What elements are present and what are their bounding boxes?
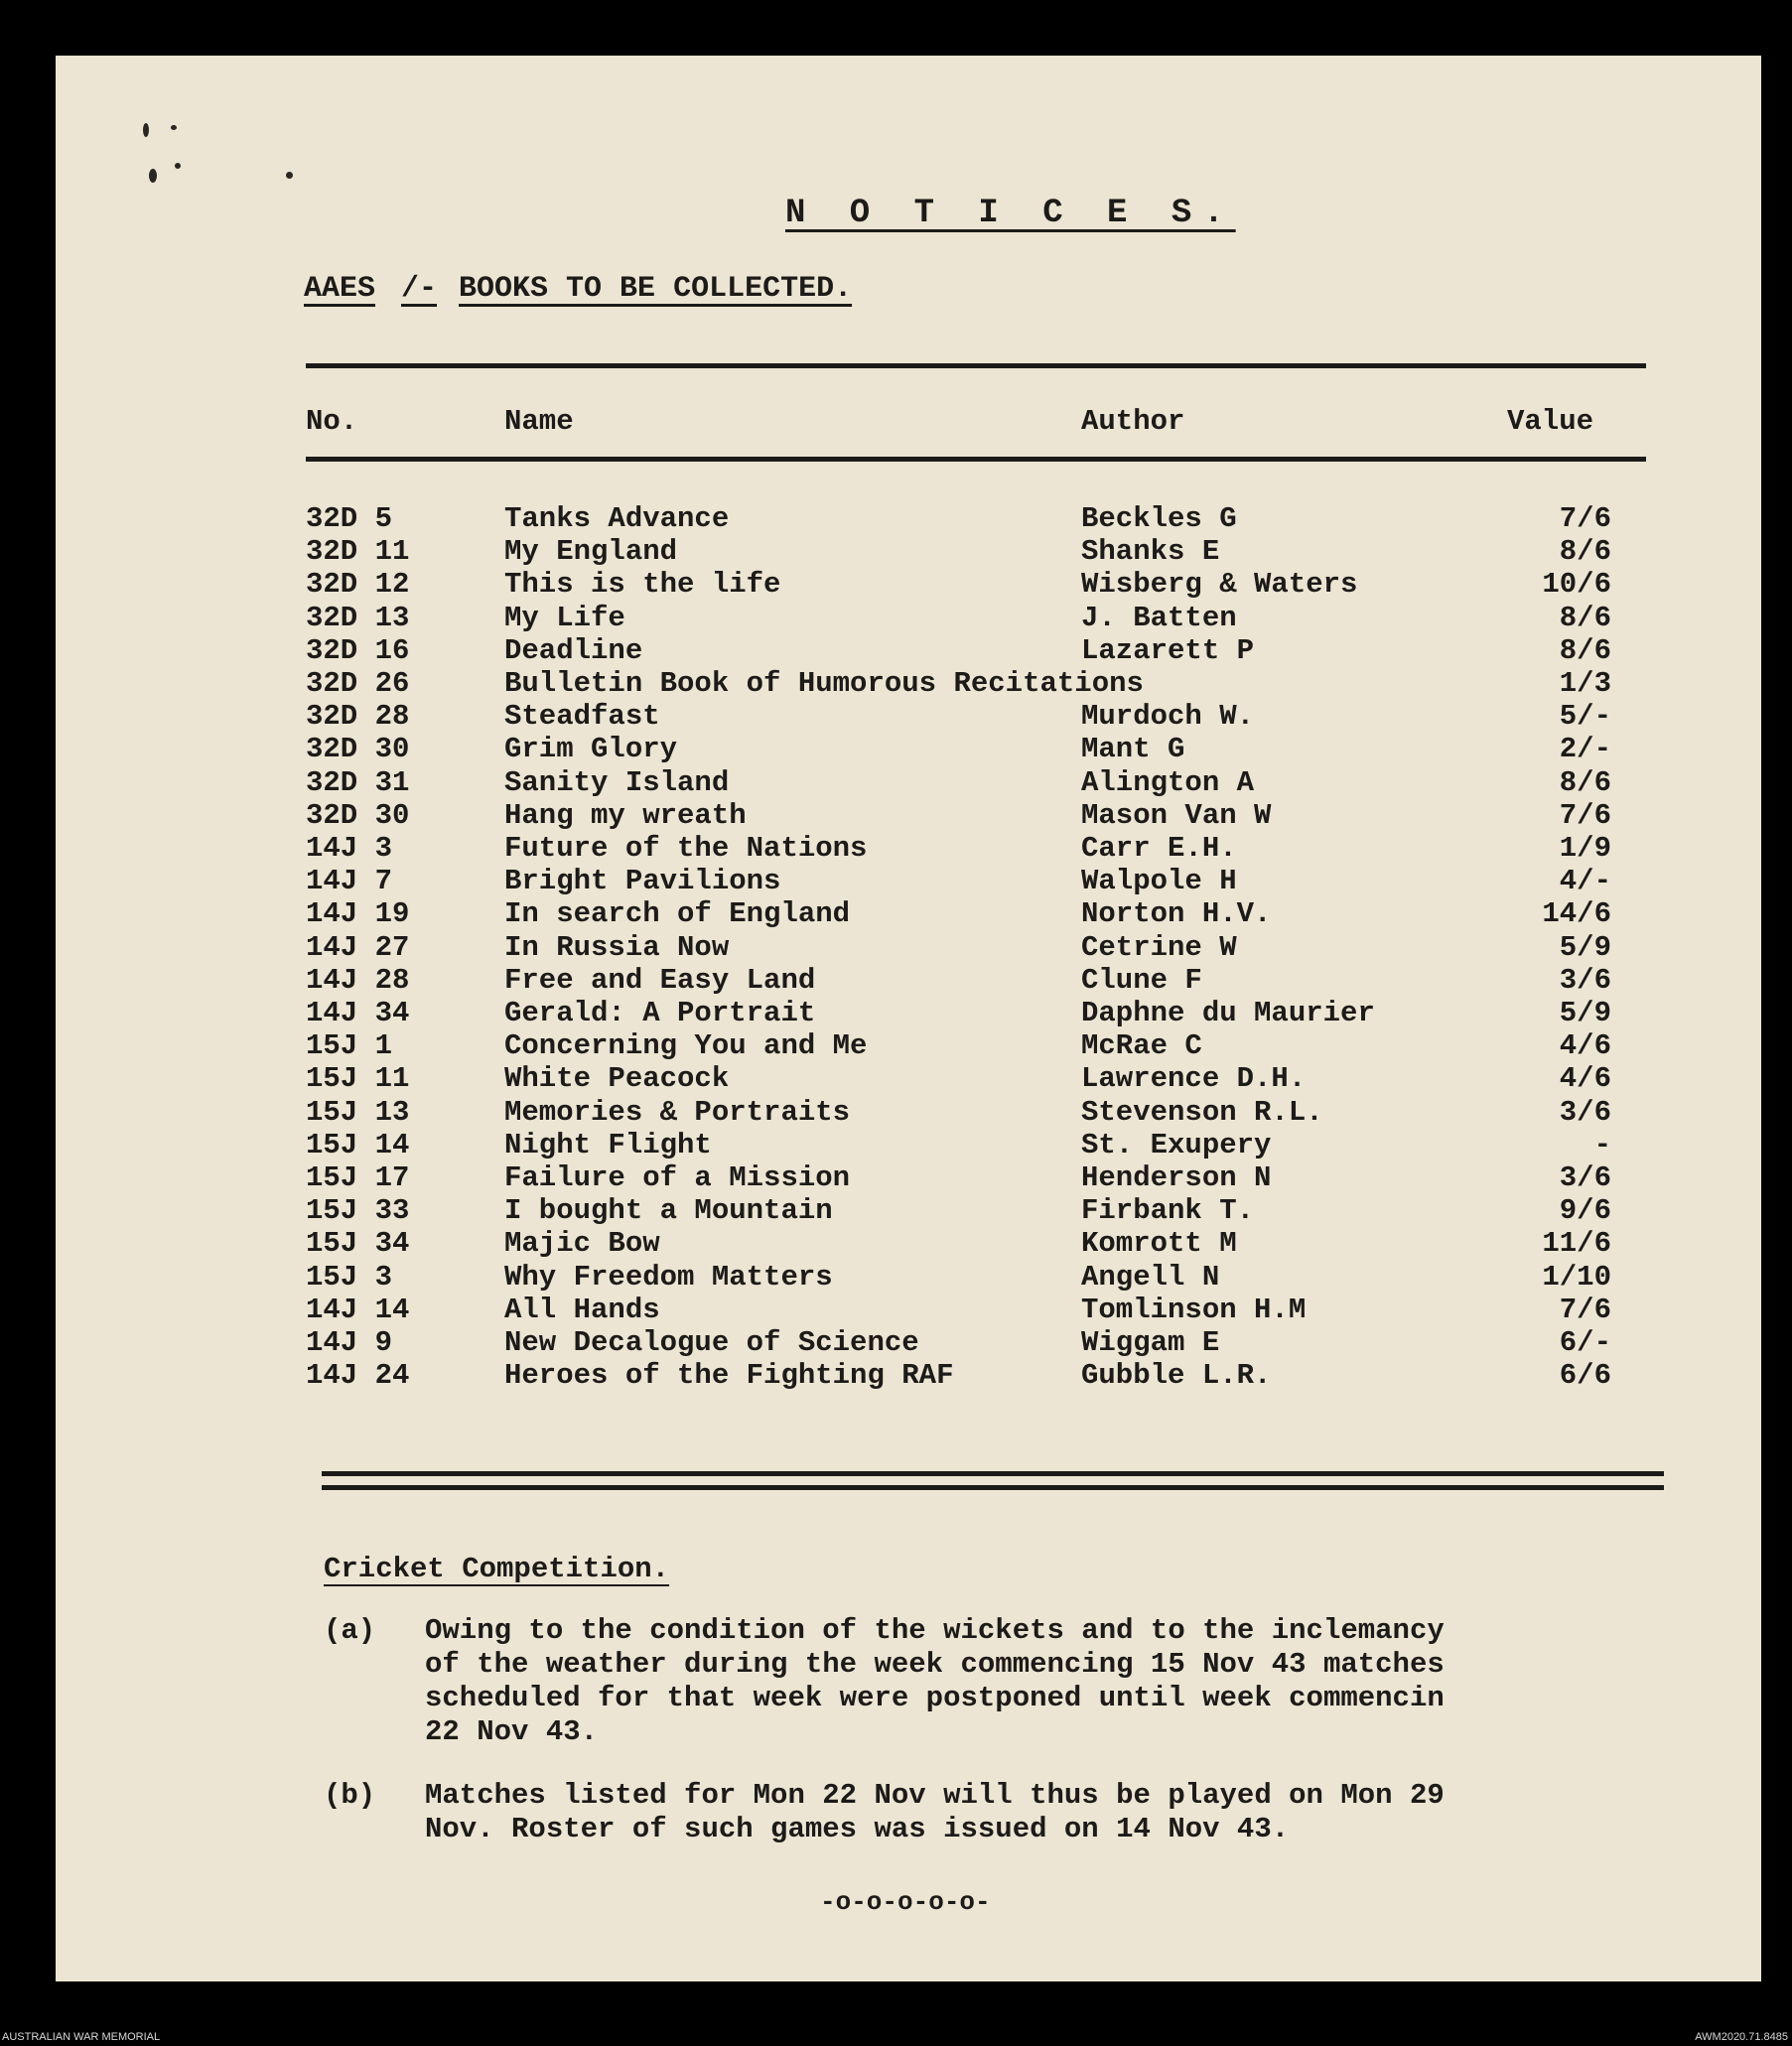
book-value: 1/10 (1542, 1260, 1611, 1294)
book-name: Bulletin Book of Humorous Recitations (504, 667, 1144, 700)
book-name: Memories & Portraits (504, 1095, 851, 1129)
table-row (56, 1294, 1761, 1326)
book-value: - (1593, 1128, 1611, 1161)
table-row (56, 997, 1761, 1029)
book-number: 32D 30 (306, 798, 410, 832)
book-value: 10/6 (1542, 568, 1611, 602)
book-name: Tanks Advance (504, 502, 730, 535)
book-author: Norton H.V. (1081, 897, 1272, 931)
book-number: 14J 9 (306, 1326, 393, 1359)
book-number: 32D 31 (306, 765, 410, 799)
book-value: 3/6 (1559, 1095, 1611, 1129)
book-author: Tomlinson H.M (1081, 1293, 1307, 1326)
book-number: 14J 7 (306, 865, 393, 898)
table-row (56, 1261, 1761, 1294)
book-name: Steadfast (504, 700, 660, 734)
book-author: Daphne du Maurier (1081, 997, 1375, 1029)
header-no: No. (306, 405, 358, 438)
table-row (56, 931, 1761, 964)
book-number: 15J 3 (306, 1260, 393, 1294)
punch-hole-mark (143, 123, 149, 137)
book-number: 14J 3 (306, 832, 393, 865)
book-value: 1/9 (1559, 832, 1611, 865)
book-name: All Hands (504, 1293, 660, 1326)
books-subtitle (304, 272, 852, 306)
credit-left: AUSTRALIAN WAR MEMORIAL (2, 2031, 161, 2043)
book-number: 32D 12 (306, 568, 410, 602)
paragraph-text: Owing to the condition of the wickets and to the inclemancy of the weather during the week commencing 15 Nov 43 matches scheduled for that week were postponed until week commencin 22 Nov 43. (425, 1614, 1445, 1748)
book-value: 3/6 (1559, 963, 1611, 997)
book-name: In search of England (504, 897, 851, 931)
table-row (56, 1194, 1761, 1227)
book-value: 9/6 (1559, 1194, 1611, 1228)
table-row (56, 1096, 1761, 1129)
punch-hole-mark (149, 169, 157, 183)
book-name: Future of the Nations (504, 832, 868, 865)
book-number: 15J 13 (306, 1095, 410, 1129)
book-name: Heroes of the Fighting RAF (504, 1359, 954, 1393)
table-row (56, 1227, 1761, 1260)
book-author: Mant G (1081, 733, 1185, 766)
book-value: 4/- (1559, 865, 1611, 898)
book-author: Stevenson R.L. (1081, 1095, 1323, 1129)
table-bottom-rule (322, 1485, 1664, 1490)
book-value: 14/6 (1542, 897, 1611, 931)
book-number: 14J 28 (306, 963, 410, 997)
book-value: 7/6 (1559, 798, 1611, 832)
book-author: Henderson N (1081, 1161, 1272, 1194)
credit-right: AWM2020.71.8485 (1695, 2031, 1788, 2043)
table-row (56, 1161, 1761, 1194)
paragraph-label: (a) (324, 1614, 376, 1647)
book-author: Firbank T. (1081, 1194, 1255, 1228)
book-name: Failure of a Mission (504, 1161, 851, 1194)
book-name: Free and Easy Land (504, 963, 816, 997)
paragraph-text: Matches listed for Mon 22 Nov will thus be played on Mon 29 Nov. Roster of such games was issued on 14 Nov 43. (425, 1779, 1445, 1845)
book-number: 14J 14 (306, 1293, 410, 1326)
book-name: Gerald: A Portrait (504, 997, 816, 1029)
book-number: 15J 14 (306, 1128, 410, 1161)
header-value: Value (1507, 405, 1594, 438)
book-number: 14J 27 (306, 930, 410, 964)
table-row (56, 865, 1761, 897)
end-mark: -o-o-o-o-o- (820, 1887, 991, 1917)
book-name: Bright Pavilions (504, 865, 781, 898)
notices-title: N O T I C E S. (785, 195, 1236, 232)
book-name: My Life (504, 601, 625, 634)
book-author: Lawrence D.H. (1081, 1062, 1307, 1096)
cricket-paragraph-a (324, 1614, 1614, 1753)
table-top-rule (306, 363, 1646, 368)
book-number: 15J 33 (306, 1194, 410, 1228)
book-number: 32D 30 (306, 733, 410, 766)
subtitle-text: BOOKS TO BE COLLECTED. (459, 272, 853, 306)
book-value: 8/6 (1559, 601, 1611, 634)
punch-hole-mark (175, 163, 181, 169)
book-number: 32D 28 (306, 700, 410, 734)
book-author: Komrott M (1081, 1227, 1237, 1261)
table-row (56, 568, 1761, 601)
book-name: Majic Bow (504, 1227, 660, 1261)
table-row (56, 964, 1761, 997)
book-number: 32D 5 (306, 502, 393, 535)
header-author: Author (1081, 405, 1185, 438)
book-number: 14J 19 (306, 897, 410, 931)
book-name: Why Freedom Matters (504, 1260, 833, 1294)
book-value: 6/- (1559, 1326, 1611, 1359)
book-number: 32D 13 (306, 601, 410, 634)
book-name: Hang my wreath (504, 798, 747, 832)
table-row (56, 1062, 1761, 1095)
book-author: Walpole H (1081, 865, 1237, 898)
book-author: Shanks E (1081, 535, 1220, 569)
book-number: 15J 1 (306, 1029, 393, 1063)
table-row (56, 667, 1761, 700)
book-author: McRae C (1081, 1029, 1202, 1063)
book-value: 1/3 (1559, 667, 1611, 700)
book-number: 15J 34 (306, 1227, 410, 1261)
book-name: New Decalogue of Science (504, 1326, 919, 1359)
book-name: In Russia Now (504, 930, 730, 964)
punch-hole-mark (171, 125, 177, 130)
table-bottom-rule (322, 1471, 1664, 1476)
book-author: Wisberg & Waters (1081, 568, 1358, 602)
subtitle-separator: /- (401, 272, 438, 306)
book-value: 4/6 (1559, 1062, 1611, 1096)
book-name: White Peacock (504, 1062, 730, 1096)
table-row (56, 733, 1761, 765)
book-name: My England (504, 535, 678, 569)
table-row (56, 535, 1761, 568)
book-value: 7/6 (1559, 1293, 1611, 1326)
book-number: 32D 11 (306, 535, 410, 569)
book-author: Angell N (1081, 1260, 1220, 1294)
subtitle-prefix: AAES (304, 272, 376, 306)
book-author: J. Batten (1081, 601, 1237, 634)
table-row (56, 634, 1761, 667)
book-value: 8/6 (1559, 535, 1611, 569)
table-row (56, 799, 1761, 832)
book-name: This is the life (504, 568, 781, 602)
book-number: 14J 24 (306, 1359, 410, 1393)
book-author: Gubble L.R. (1081, 1359, 1272, 1393)
book-author: St. Exupery (1081, 1128, 1272, 1161)
book-number: 32D 26 (306, 667, 410, 700)
book-author: Wiggam E (1081, 1326, 1220, 1359)
book-author: Lazarett P (1081, 633, 1255, 667)
book-author: Carr E.H. (1081, 832, 1237, 865)
document-page (56, 56, 1761, 1981)
header-name: Name (504, 405, 574, 438)
table-row (56, 1359, 1761, 1392)
book-value: 8/6 (1559, 633, 1611, 667)
book-value: 5/9 (1559, 930, 1611, 964)
book-value: 7/6 (1559, 502, 1611, 535)
table-row (56, 832, 1761, 865)
table-row (56, 897, 1761, 930)
paragraph-label: (b) (324, 1779, 376, 1812)
table-row (56, 766, 1761, 799)
header-rule (306, 457, 1646, 462)
table-row (56, 602, 1761, 634)
book-number: 15J 17 (306, 1161, 410, 1194)
book-number: 15J 11 (306, 1062, 410, 1096)
book-author: Murdoch W. (1081, 700, 1255, 734)
cricket-paragraph-b (324, 1779, 1614, 1848)
table-row (56, 1029, 1761, 1062)
book-name: Night Flight (504, 1128, 712, 1161)
book-value: 11/6 (1542, 1227, 1611, 1261)
cricket-title: Cricket Competition. (324, 1553, 670, 1585)
table-row (56, 502, 1761, 535)
table-row (56, 1326, 1761, 1359)
book-value: 5/- (1559, 700, 1611, 734)
book-value: 8/6 (1559, 765, 1611, 799)
book-author: Mason Van W (1081, 798, 1272, 832)
book-name: I bought a Mountain (504, 1194, 833, 1228)
punch-hole-mark (286, 172, 293, 179)
book-name: Concerning You and Me (504, 1029, 868, 1063)
book-author: Alington A (1081, 765, 1255, 799)
book-value: 3/6 (1559, 1161, 1611, 1194)
book-value: 2/- (1559, 733, 1611, 766)
book-value: 4/6 (1559, 1029, 1611, 1063)
book-name: Deadline (504, 633, 643, 667)
book-author: Cetrine W (1081, 930, 1237, 964)
table-row (56, 700, 1761, 733)
book-name: Sanity Island (504, 765, 730, 799)
book-number: 14J 34 (306, 997, 410, 1029)
book-number: 32D 16 (306, 633, 410, 667)
book-value: 6/6 (1559, 1359, 1611, 1393)
book-author: Beckles G (1081, 502, 1237, 535)
book-name: Grim Glory (504, 733, 678, 766)
book-value: 5/9 (1559, 997, 1611, 1029)
book-author: Clune F (1081, 963, 1202, 997)
table-row (56, 1129, 1761, 1161)
